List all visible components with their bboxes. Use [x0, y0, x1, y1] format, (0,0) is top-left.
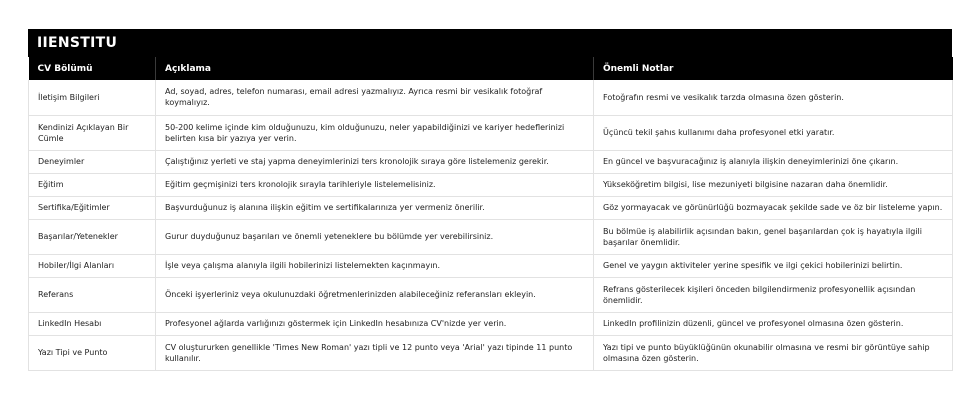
table-row [29, 254, 953, 277]
table-row [29, 150, 953, 173]
cell-section: Deneyimler [29, 150, 156, 173]
table-row [29, 335, 953, 370]
cell-notes: Genel ve yaygın aktiviteler yerine spesifik ve ilgi çekici hobilerinizi belirtin. [594, 254, 953, 277]
table-row [29, 312, 953, 335]
cell-section: Hobiler/İlgi Alanları [29, 254, 156, 277]
cell-notes: Yazı tipi ve punto büyüklüğünün okunabilir olmasına ve resmi bir görüntüye sahip olmasına özen gösterin. [594, 335, 953, 370]
cell-description: Önceki işyerleriniz veya okulunuzdaki öğretmenlerinizden alabileceğiniz referansları ekleyin. [156, 277, 594, 312]
cell-section: Kendinizi Açıklayan Bir Cümle [29, 115, 156, 150]
table-header-row [29, 57, 953, 80]
cell-section: Eğitim [29, 173, 156, 196]
cell-section: Yazı Tipi ve Punto [29, 335, 156, 370]
cv-table-card [28, 29, 952, 371]
cell-description: Profesyonel ağlarda varlığınızı göstermek için LinkedIn hesabınıza CV'nizde yer verin. [156, 312, 594, 335]
cell-notes: Üçüncü tekil şahıs kullanımı daha profesyonel etki yaratır. [594, 115, 953, 150]
table-row [29, 173, 953, 196]
brand-logo-text: IIENSTITU [37, 35, 118, 51]
header-important-notes: Önemli Notlar [594, 57, 953, 80]
cell-notes: Göz yormayacak ve görünürlüğü bozmayacak şekilde sade ve öz bir listeleme yapın. [594, 196, 953, 219]
cell-description: Ad, soyad, adres, telefon numarası, email adresi yazmalıyız. Ayrıca resmi bir vesikalık fotoğraf koymalıyız. [156, 80, 594, 115]
brand-bar [28, 29, 952, 57]
table-row [29, 80, 953, 115]
cell-description: 50-200 kelime içinde kim olduğunuzu, kim olduğunuzu, neler yapabildiğinizi ve kariyer hedeflerinizi belirten kısa bir yazıya yer verin. [156, 115, 594, 150]
table-row [29, 277, 953, 312]
table-row [29, 219, 953, 254]
header-description: Açıklama [156, 57, 594, 80]
cell-notes: En güncel ve başvuracağınız iş alanıyla ilişkin deneyimlerinizi öne çıkarın. [594, 150, 953, 173]
cell-notes: LinkedIn profilinizin düzenli, güncel ve profesyonel olmasına özen gösterin. [594, 312, 953, 335]
cell-description: Eğitim geçmişinizi ters kronolojik sırayla tarihleriyle listelemelisiniz. [156, 173, 594, 196]
cell-section: Başarılar/Yetenekler [29, 219, 156, 254]
cell-description: CV oluştururken genellikle 'Times New Roman' yazı tipli ve 12 punto veya 'Arial' yazı tipinde 11 punto kullanılır. [156, 335, 594, 370]
cell-notes: Yükseköğretim bilgisi, lise mezuniyeti bilgisine nazaran daha önemlidir. [594, 173, 953, 196]
table-row [29, 196, 953, 219]
cell-description: Gurur duyduğunuz başarıları ve önemli yeteneklere bu bölümde yer verebilirsiniz. [156, 219, 594, 254]
cell-notes: Fotoğrafın resmi ve vesikalık tarzda olmasına özen gösterin. [594, 80, 953, 115]
cell-section: İletişim Bilgileri [29, 80, 156, 115]
cell-description: Çalıştığınız yerleti ve staj yapma deneyimlerinizi ters kronolojik sıraya göre listelemeniz gerekir. [156, 150, 594, 173]
cell-description: İşle veya çalışma alanıyla ilgili hobilerinizi listelemekten kaçınmayın. [156, 254, 594, 277]
cell-section: Sertifika/Eğitimler [29, 196, 156, 219]
cell-notes: Bu bölmüe iş alabilirlik açısından bakın, genel başarılardan çok iş hayatıyla ilgili başarılar önemlidir. [594, 219, 953, 254]
cell-section: Referans [29, 277, 156, 312]
header-cv-section: CV Bölümü [29, 57, 156, 80]
cell-notes: Refrans gösterilecek kişileri önceden bilgilendirmeniz profesyonellik açısından önemlidir. [594, 277, 953, 312]
table-row [29, 115, 953, 150]
cv-sections-table [28, 57, 953, 371]
cell-section: LinkedIn Hesabı [29, 312, 156, 335]
cell-description: Başvurduğunuz iş alanına ilişkin eğitim ve sertifikalarınıza yer vermeniz önerilir. [156, 196, 594, 219]
